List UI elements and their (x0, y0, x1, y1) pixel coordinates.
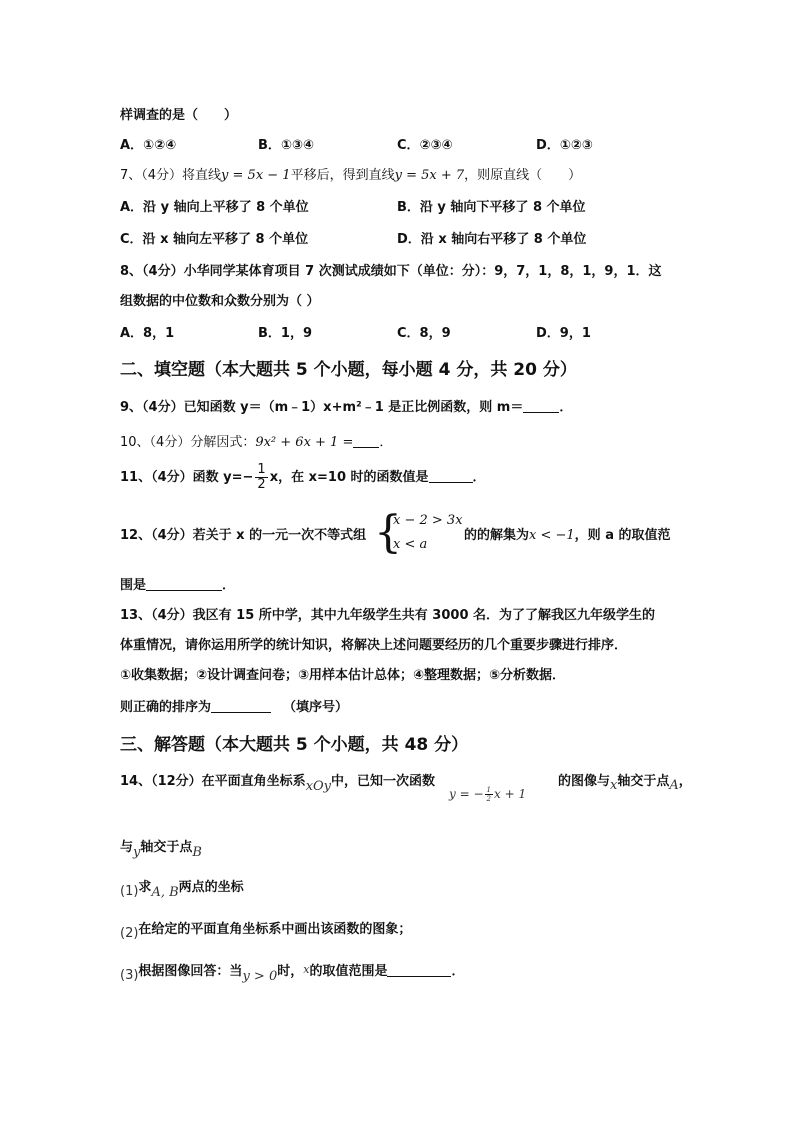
q12-condition: x < −1 (529, 528, 575, 543)
q14-xoy: xOy (305, 779, 332, 794)
q12-line2-text: 围是 (120, 578, 147, 593)
q12-prefix: 12、（4分）若关于 x 的一元一次不等式组 (120, 528, 367, 543)
q13-steps: ①收集数据；②设计调查问卷；③用样本估计总体；④整理数据；⑤分析数据． (120, 668, 566, 683)
section-solve-title: 三、解答题（本大题共 5 个小题，共 48 分） (120, 735, 469, 755)
q13-answer-prompt: 则正确的排序为 (120, 700, 212, 715)
q13-answer-hint: （填序号） (283, 700, 349, 715)
q14-fraction-denominator: 2 (486, 795, 491, 803)
q10-expression: 9x² + 6x + 1 = (255, 435, 354, 450)
q14-part1-points: A, B (151, 885, 179, 900)
q11-end: ． (472, 470, 486, 485)
q12-suffix: ，则 a 的取值范 (574, 528, 671, 543)
q11-answer-blank[interactable] (429, 470, 473, 483)
q8-option-c: C．8，9 (397, 326, 451, 341)
q14-stem-line1-tail (558, 770, 692, 793)
q14-stem-line1 (120, 770, 436, 794)
q13-stem-line1: 13、（4分）我区有 15 所中学，其中九年级学生共有 3000 名．为了了解我区九年级学生的 (120, 608, 656, 623)
q6-option-a: A．①②④ (120, 138, 177, 153)
q13-stem-line2: 体重情况，请你运用所学的统计知识，将解决上述问题要经历的几个重要步骤进行排序． (120, 638, 628, 653)
q8-stem-line1: 8、（4分）小华同学某体育项目 7 次测试成绩如下（单位：分）：9，7，1，8，1，9，1．这 (120, 264, 662, 279)
q14-part3-number: (3) (120, 968, 139, 983)
q11-prefix: 11、（4分）函数 y=− (120, 470, 254, 485)
q13-answer-line (120, 696, 348, 715)
q14-mid1: 中，已知一次函数 (331, 774, 436, 789)
q6-option-d: D．①②③ (536, 138, 593, 153)
q14-part3-answer-blank[interactable] (387, 964, 451, 977)
q14-y-axis-symbol: y (133, 845, 141, 860)
q12-system-brace: { (374, 507, 402, 558)
q6-option-b: B．①③④ (258, 138, 314, 153)
q6-option-c: C．②③④ (397, 138, 453, 153)
q7-option-a: A．沿 y 轴向上平移了 8 个单位 (120, 200, 309, 215)
q14-part1-number: (1) (120, 884, 139, 899)
q7-prefix: 7、（4分）将直线 (120, 168, 222, 183)
q14-part2-number: (2) (120, 926, 139, 941)
q6-tail: 样调查的是（ ） (120, 108, 238, 123)
q14-part1-text-b: 两点的坐标 (178, 880, 244, 895)
q10-end: ． (379, 435, 393, 450)
q14-part3-condition: y > 0 (242, 969, 278, 984)
q14-x-axis-symbol: x (610, 778, 618, 793)
q10-stem (120, 431, 392, 450)
q7-middle: 平移后，得到直线 (290, 168, 395, 183)
q14-part3-text-c: 的取值范围是 (309, 964, 388, 979)
q8-option-d: D．9，1 (536, 326, 591, 341)
q8-option-b: B．1，9 (258, 326, 312, 341)
q7-option-c: C．沿 x 轴向左平移了 8 个单位 (120, 232, 309, 247)
q12-end: ． (222, 578, 236, 593)
q7-suffix: ，则原直线（ ） (464, 168, 582, 183)
q14-mid3: 轴交于点 (617, 774, 670, 789)
q14-part2 (120, 918, 412, 941)
q7-line2-formula: y = 5x + 7 (394, 168, 465, 183)
section-fill-in-title: 二、填空题（本大题共 5 个小题，每小题 4 分，共 20 分） (120, 360, 577, 380)
q10-prefix: 10、（4分）分解因式： (120, 435, 256, 450)
q14-end1: ， (678, 774, 692, 789)
q14-part3-text-b: 时， (277, 964, 304, 979)
q14-part3-x-symbol: x (303, 963, 310, 976)
q14-point-b: B (192, 845, 202, 860)
q9-answer-blank[interactable] (523, 400, 559, 413)
q12-tail (464, 524, 671, 543)
q7-option-b: B．沿 y 轴向下平移了 8 个单位 (397, 200, 586, 215)
q8-stem-line2: 组数据的中位数和众数分别为（ ） (120, 294, 320, 309)
q8-option-a: A．8，1 (120, 326, 175, 341)
q14-prefix: 14、（12分）在平面直角坐标系 (120, 774, 306, 789)
q14-part3 (120, 960, 465, 984)
q7-line1-formula: y = 5x − 1 (221, 168, 291, 183)
q14-part1-text-a: 求 (138, 880, 152, 895)
q14-point-a: A (669, 778, 679, 793)
q12-line2 (120, 574, 235, 593)
q14-function-fraction (485, 786, 493, 803)
q11-mid: x，在 x=10 时的函数值是 (269, 470, 429, 485)
q7-stem (120, 164, 581, 183)
q14-line2b: 轴交于点 (140, 840, 193, 855)
q14-part2-text: 在给定的平面直角坐标系中画出该函数的图象； (138, 922, 412, 937)
q7-option-d: D．沿 x 轴向右平移了 8 个单位 (397, 232, 587, 247)
q9-text: 9、（4分）已知函数 y＝（m﹣1）x+m²﹣1 是正比例函数，则 m＝ (120, 400, 524, 415)
q9-stem (120, 396, 572, 415)
q14-stem-line2 (120, 836, 202, 860)
q12-system-row1: x − 2 > 3x (393, 513, 463, 528)
q14-function-head: y = − (449, 787, 484, 801)
q14-part1 (120, 876, 244, 900)
q12-mid: 的的解集为 (464, 528, 530, 543)
q14-fraction-numerator: 1 (486, 786, 491, 794)
q14-function (449, 786, 526, 803)
q10-answer-blank[interactable] (353, 435, 379, 448)
q12-answer-blank[interactable] (146, 578, 222, 591)
q11-stem (120, 463, 486, 492)
q9-end: ． (559, 400, 573, 415)
q12-system-row2: x < a (393, 537, 428, 552)
q11-fraction (255, 463, 267, 492)
q14-part3-end: ． (451, 964, 465, 979)
q11-fraction-numerator: 1 (257, 462, 266, 477)
q14-part3-text-a: 根据图像回答：当 (138, 964, 243, 979)
q13-answer-blank[interactable] (211, 700, 271, 713)
q14-line2a: 与 (120, 840, 134, 855)
q11-fraction-denominator: 2 (257, 477, 266, 492)
q14-mid2: 的图像与 (558, 774, 611, 789)
q14-function-tail: x + 1 (494, 787, 527, 801)
